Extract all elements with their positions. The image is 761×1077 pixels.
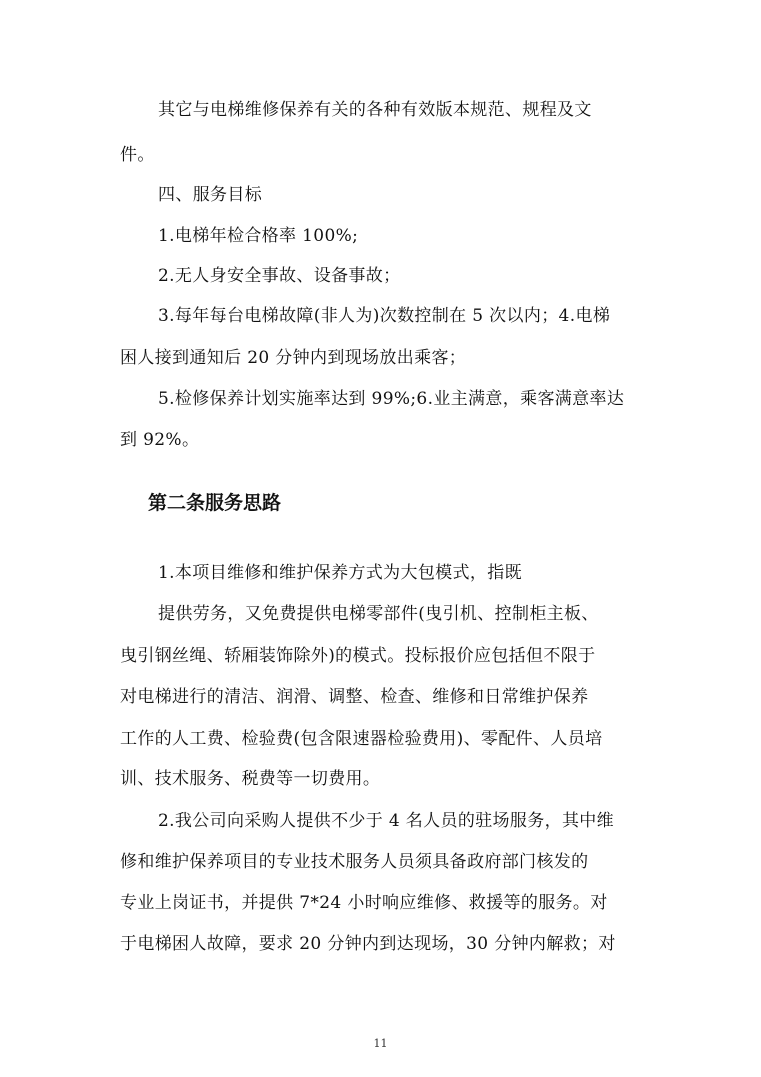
text-line: 其它与电梯维修保养有关的各种有效版本规范、规程及文: [158, 100, 592, 120]
text-line: 2.我公司向采购人提供不少于 4 名人员的驻场服务，其中维: [158, 811, 614, 831]
text-line: 对电梯进行的清洁、润滑、调整、检查、维修和日常维护保养: [120, 687, 589, 707]
text-line: 曳引钢丝绳、轿厢装饰除外)的模式。投标报价应包括但不限于: [120, 646, 596, 666]
section-subheading: 四、服务目标: [158, 185, 263, 205]
section-heading: 第二条服务思路: [148, 492, 282, 514]
text-line: 提供劳务，又免费提供电梯零部件(曳引机、控制柜主板、: [158, 604, 599, 624]
text-line: 修和维护保养项目的专业技术服务人员须具备政府部门核发的: [120, 852, 589, 872]
text-line: 到 92%。: [120, 430, 200, 450]
text-line: 1.电梯年检合格率 100%;: [158, 226, 359, 246]
text-line: 工作的人工费、检验费(包含限速器检验费用)、零配件、人员培: [120, 729, 603, 749]
text-line: 2.无人身安全事故、设备事故；: [158, 266, 401, 286]
text-line: 1.本项目维修和维护保养方式为大包模式，指既: [158, 563, 522, 583]
text-line: 困人接到通知后 20 分钟内到现场放出乘客；: [120, 348, 467, 368]
page-number: 11: [373, 1037, 388, 1050]
text-line: 5.检修保养计划实施率达到 99%;6.业主满意，乘客满意率达: [158, 389, 625, 409]
text-line: 3.每年每台电梯故障(非人为)次数控制在 5 次以内；4.电梯: [158, 306, 611, 326]
text-line: 件。: [120, 145, 155, 165]
text-line: 于电梯困人故障，要求 20 分钟内到达现场，30 分钟内解救；对: [120, 934, 616, 954]
text-line: 专业上岗证书，并提供 7*24 小时响应维修、救援等的服务。对: [120, 893, 608, 913]
text-line: 训、技术服务、税费等一切费用。: [120, 769, 381, 789]
